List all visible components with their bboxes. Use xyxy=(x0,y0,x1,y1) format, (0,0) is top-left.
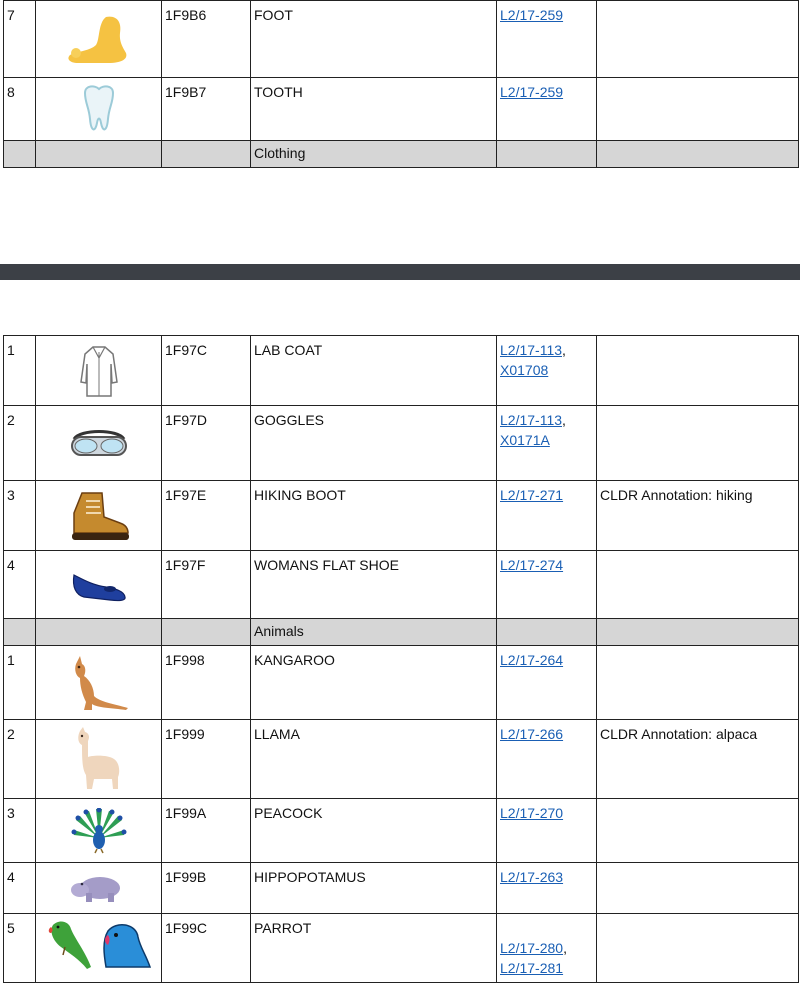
references xyxy=(497,78,597,141)
reference-link[interactable]: L2/17-271 xyxy=(500,487,564,503)
section-header-row xyxy=(4,619,799,646)
character-name: LLAMA xyxy=(251,720,497,799)
emoji-image-cell xyxy=(36,551,162,619)
row-number: 2 xyxy=(4,406,36,481)
references xyxy=(497,646,597,720)
row-number: 4 xyxy=(4,863,36,914)
emoji-image-cell xyxy=(36,799,162,863)
row-number: 8 xyxy=(4,78,36,141)
reference-link[interactable]: L2/17-113 xyxy=(500,342,563,358)
reference-link[interactable]: L2/17-264 xyxy=(500,652,564,668)
row-number: 1 xyxy=(4,336,36,406)
reference-link[interactable]: L2/17-113 xyxy=(500,412,563,428)
goggles-icon xyxy=(70,425,128,461)
code-point: 1F99A xyxy=(162,799,251,863)
hiking-boot-icon xyxy=(68,489,130,543)
row-number: 2 xyxy=(4,720,36,799)
note: CLDR Annotation: hiking xyxy=(597,481,799,551)
emoji-image-cell xyxy=(36,1,162,78)
section-header-row xyxy=(4,141,799,168)
emoji-table-top xyxy=(3,0,799,168)
tooth-icon xyxy=(79,83,119,135)
page-break-divider xyxy=(0,264,800,280)
reference-link[interactable]: L2/17-270 xyxy=(500,805,564,821)
reference-link[interactable]: L2/17-263 xyxy=(500,869,564,885)
note xyxy=(597,646,799,720)
emoji-image-cell xyxy=(36,406,162,481)
code-point: 1F99C xyxy=(162,914,251,983)
code-point: 1F99B xyxy=(162,863,251,914)
parrot-icon xyxy=(45,917,95,975)
emoji-image-cell xyxy=(36,914,162,983)
table-row xyxy=(4,799,799,863)
emoji-image-cell xyxy=(36,481,162,551)
reference-link[interactable]: X01708 xyxy=(500,362,549,378)
table-row xyxy=(4,863,799,914)
emoji-table-bottom xyxy=(3,335,799,983)
reference-link[interactable]: X0171A xyxy=(500,432,550,448)
code-point: 1F9B6 xyxy=(162,1,251,78)
row-number: 3 xyxy=(4,481,36,551)
emoji-image-cell xyxy=(36,336,162,406)
peacock-icon xyxy=(70,808,128,854)
character-name: FOOT xyxy=(251,1,497,78)
reference-link[interactable]: L2/17-274 xyxy=(500,557,564,573)
lab-coat-icon xyxy=(79,344,119,398)
code-point: 1F97C xyxy=(162,336,251,406)
note xyxy=(597,406,799,481)
note xyxy=(597,551,799,619)
code-point: 1F97D xyxy=(162,406,251,481)
table-row xyxy=(4,720,799,799)
row-number: 3 xyxy=(4,799,36,863)
emoji-image-cell xyxy=(36,78,162,141)
code-point: 1F999 xyxy=(162,720,251,799)
references xyxy=(497,799,597,863)
table-row xyxy=(4,646,799,720)
code-point: 1F97F xyxy=(162,551,251,619)
note xyxy=(597,914,799,983)
character-name: LAB COAT xyxy=(251,336,497,406)
references xyxy=(497,481,597,551)
note xyxy=(597,799,799,863)
references xyxy=(497,1,597,78)
parrot-icon xyxy=(98,921,152,971)
table-row xyxy=(4,78,799,141)
note xyxy=(597,1,799,78)
llama-icon xyxy=(74,727,124,791)
table-row xyxy=(4,551,799,619)
row-number: 7 xyxy=(4,1,36,78)
kangaroo-icon xyxy=(68,654,130,712)
character-name: GOGGLES xyxy=(251,406,497,481)
note: CLDR Annotation: alpaca xyxy=(597,720,799,799)
table-row xyxy=(4,914,799,983)
reference-link[interactable]: L2/17-259 xyxy=(500,84,564,100)
table-row xyxy=(4,406,799,481)
flat-shoe-icon xyxy=(70,567,128,603)
character-name: KANGAROO xyxy=(251,646,497,720)
reference-link[interactable]: L2/17-259 xyxy=(500,7,564,23)
row-number: 1 xyxy=(4,646,36,720)
character-name: PARROT xyxy=(251,914,497,983)
references xyxy=(497,720,597,799)
character-name: HIPPOPOTAMUS xyxy=(251,863,497,914)
hippopotamus-icon xyxy=(70,873,128,903)
row-number: 4 xyxy=(4,551,36,619)
emoji-image-cell xyxy=(36,720,162,799)
character-name: HIKING BOOT xyxy=(251,481,497,551)
note xyxy=(597,78,799,141)
character-name: WOMANS FLAT SHOE xyxy=(251,551,497,619)
emoji-image-cell xyxy=(36,863,162,914)
references: L2/17-280, L2/17-281 xyxy=(497,914,597,983)
section-label: Clothing xyxy=(251,141,497,168)
table-row xyxy=(4,1,799,78)
references: L2/17-113, X0171A xyxy=(497,406,597,481)
reference-link[interactable]: L2/17-280 xyxy=(500,940,564,956)
table-row xyxy=(4,336,799,406)
reference-link[interactable]: L2/17-266 xyxy=(500,726,564,742)
foot-icon xyxy=(64,13,134,65)
references: L2/17-113, X01708 xyxy=(497,336,597,406)
code-point: 1F9B7 xyxy=(162,78,251,141)
emoji-image-cell xyxy=(36,646,162,720)
section-label: Animals xyxy=(251,619,497,646)
row-number: 5 xyxy=(4,914,36,983)
references xyxy=(497,551,597,619)
character-name: TOOTH xyxy=(251,78,497,141)
note xyxy=(597,863,799,914)
note xyxy=(597,336,799,406)
code-point: 1F97E xyxy=(162,481,251,551)
character-name: PEACOCK xyxy=(251,799,497,863)
table-row xyxy=(4,481,799,551)
references xyxy=(497,863,597,914)
reference-link[interactable]: L2/17-281 xyxy=(500,960,564,976)
code-point: 1F998 xyxy=(162,646,251,720)
